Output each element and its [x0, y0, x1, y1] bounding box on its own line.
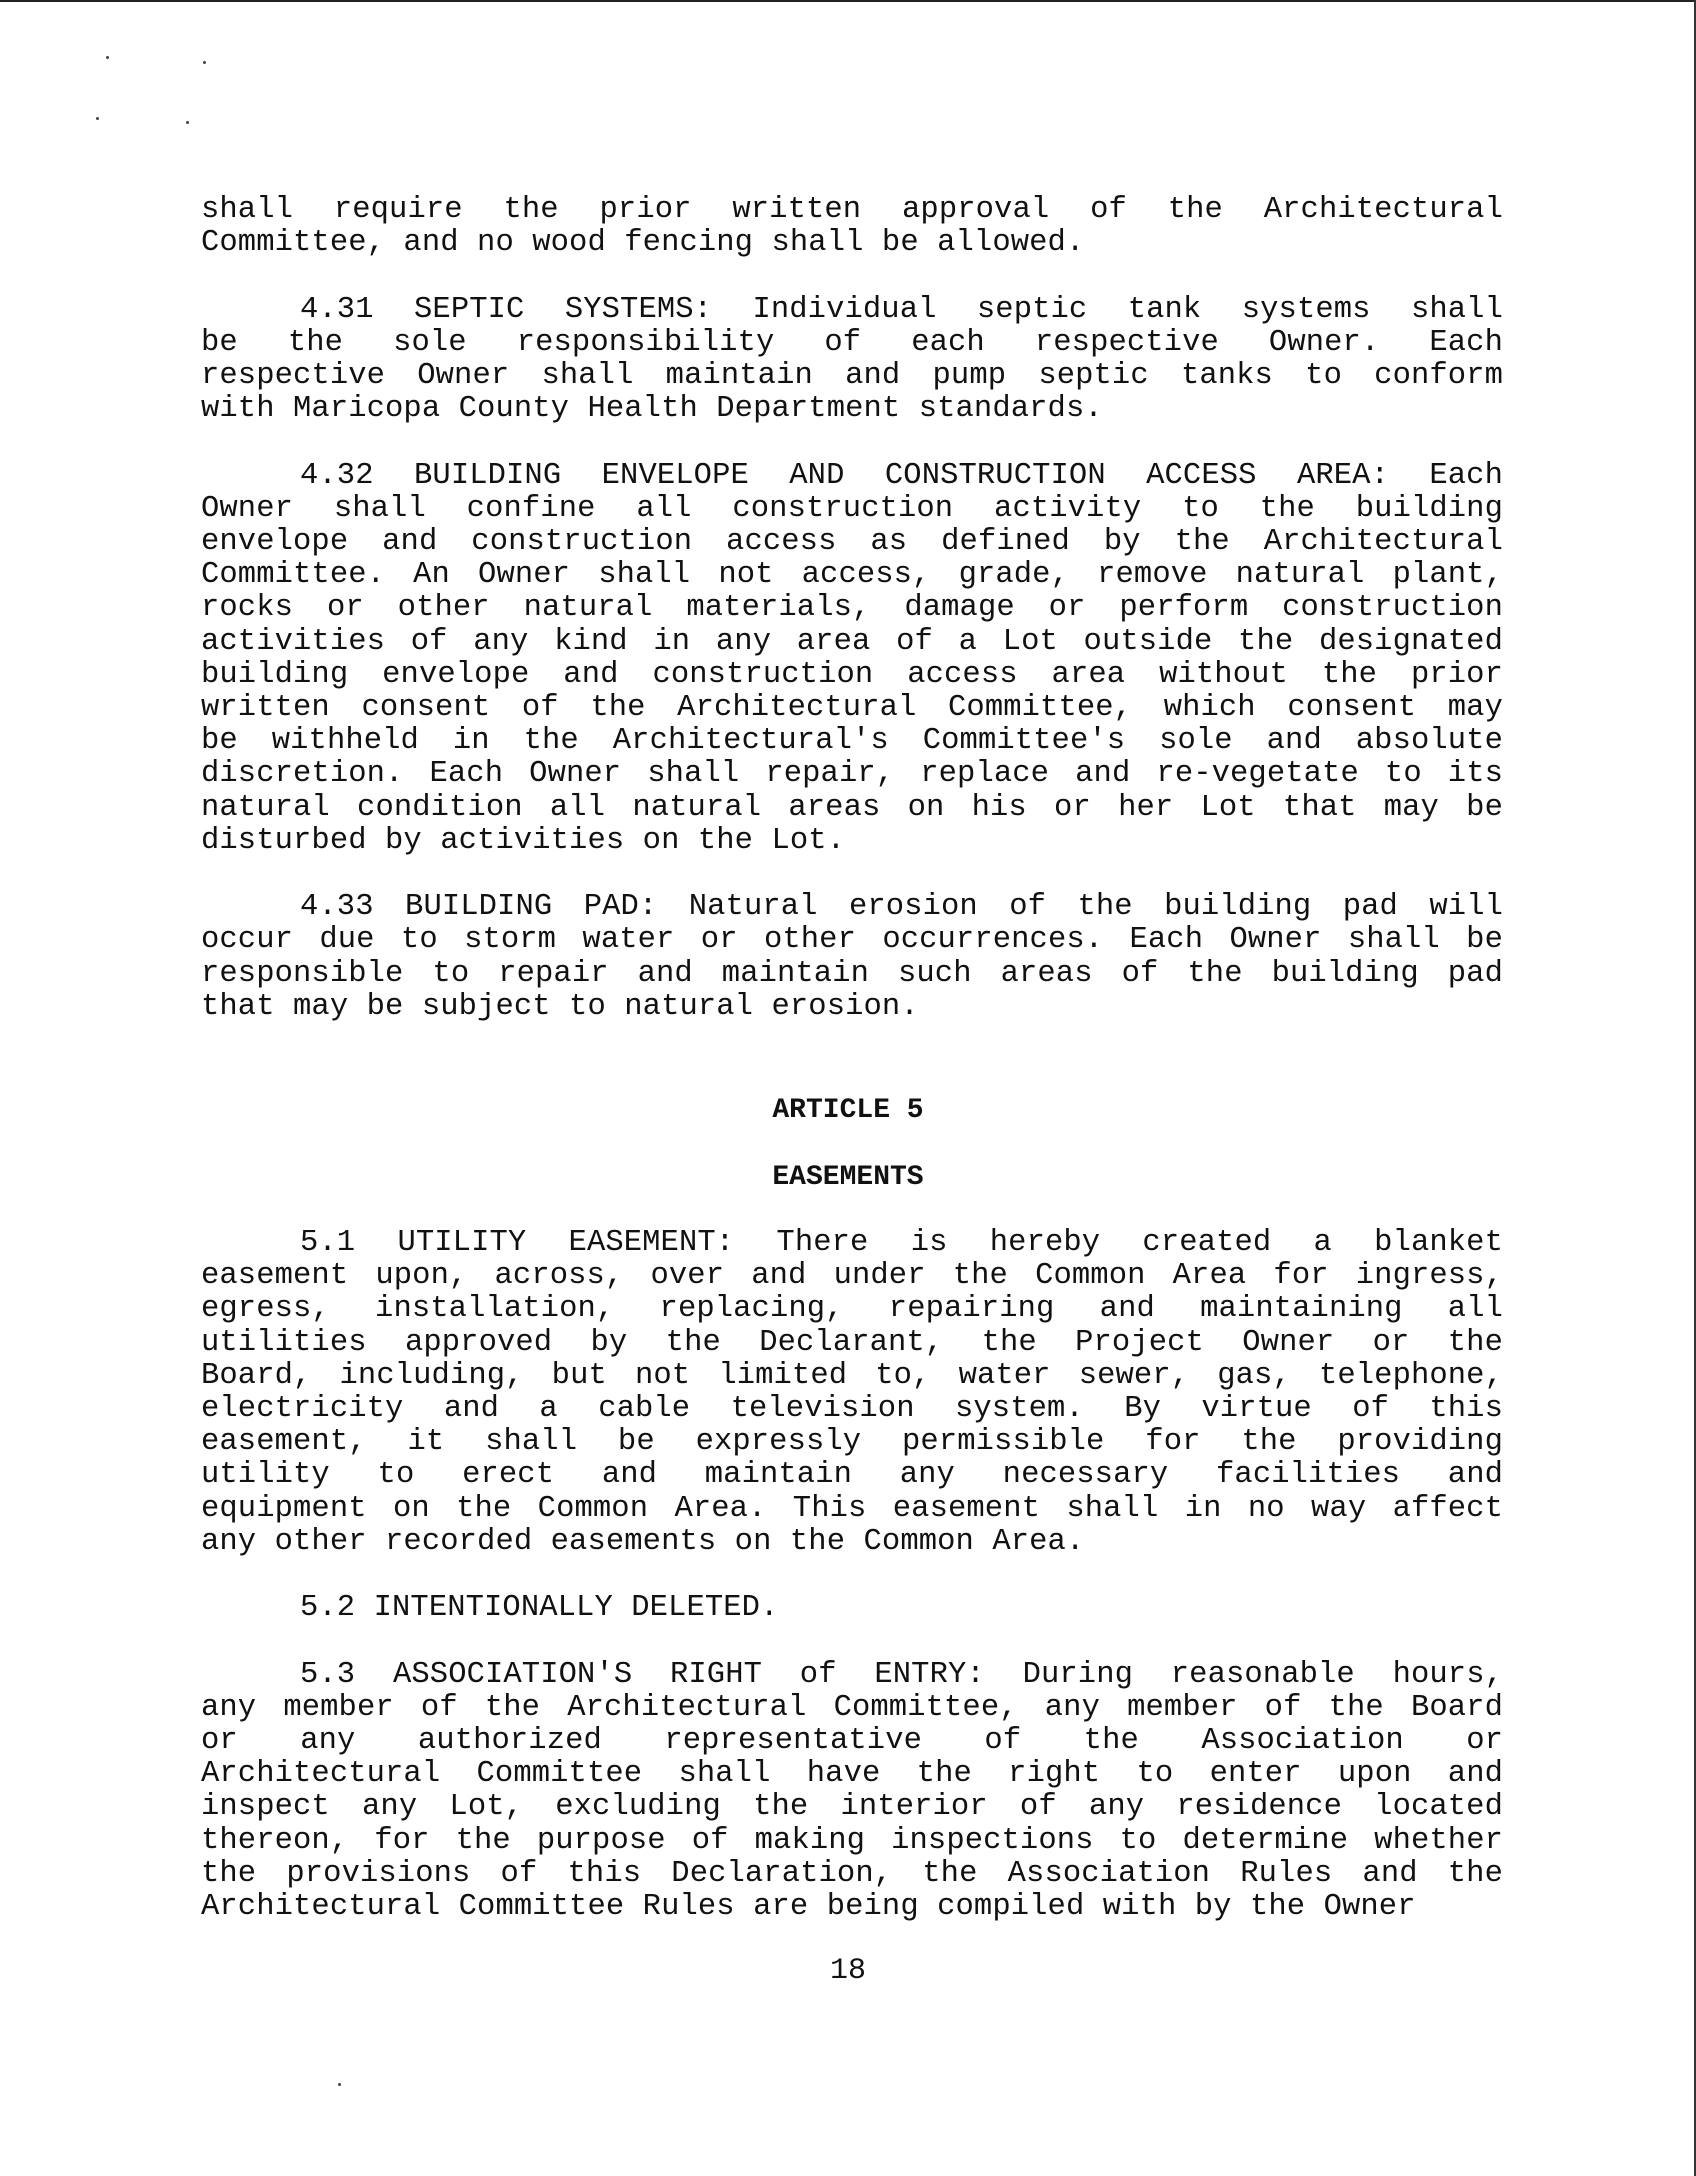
- paragraph-p-4-32: [201, 460, 1503, 858]
- text-line: Board, including, but not limited to, water sewer, gas, telephone,: [201, 1358, 1503, 1393]
- text-line: utilities approved by the Declarant, the Project Owner or the: [201, 1325, 1503, 1360]
- text-line: Committee, and no wood fencing shall be allowed.: [201, 226, 1085, 261]
- text-line: written consent of the Architectural Committee, which consent may: [201, 691, 1503, 726]
- text-line: 5.1 UTILITY EASEMENT: There is hereby created a blanket: [300, 1226, 1503, 1260]
- text-line: 4.31 SEPTIC SYSTEMS: Individual septic tank systems shall: [300, 292, 1503, 327]
- text-line: 4.32 BUILDING ENVELOPE AND CONSTRUCTION ACCESS AREA: Each: [300, 458, 1503, 493]
- article5-text-section: [201, 1227, 1503, 1957]
- text-line: thereon, for the purpose of making inspections to determine whether: [201, 1823, 1503, 1858]
- text-line: easement, it shall be expressly permissible for the providing: [201, 1425, 1503, 1460]
- text-line: envelope and construction access as defined by the Architectural: [201, 525, 1503, 559]
- text-line: natural condition all natural areas on his or her Lot that may be: [201, 790, 1503, 825]
- text-line: Architectural Committee shall have the right to enter upon and: [201, 1757, 1503, 1792]
- paragraph-p-4-33: [201, 891, 1503, 1024]
- text-line: Committee. An Owner shall not access, grade, remove natural plant,: [201, 558, 1503, 593]
- text-line: Owner shall confine all construction activity to the building: [201, 491, 1503, 526]
- paragraph-p-5-1: [201, 1227, 1503, 1559]
- text-line: occur due to storm water or other occurrences. Each Owner shall be: [201, 923, 1503, 958]
- text-line: that may be subject to natural erosion.: [201, 989, 919, 1024]
- paragraph-p-4-31: [201, 294, 1503, 427]
- text-line: inspect any Lot, excluding the interior of any residence located: [201, 1790, 1503, 1825]
- text-line: responsible to repair and maintain such areas of the building pad: [201, 956, 1503, 991]
- text-line: be the sole responsibility of each respective Owner. Each: [201, 325, 1503, 360]
- text-line: shall require the prior written approval of the Architectural: [201, 193, 1503, 227]
- scan-speck: [338, 2083, 341, 2086]
- text-line: 4.33 BUILDING PAD: Natural erosion of the building pad will: [300, 890, 1503, 925]
- text-line: equipment on the Common Area. This easement shall in no way affect: [201, 1491, 1503, 1526]
- article-number: ARTICLE 5: [772, 1095, 924, 1126]
- text-line: utility to erect and maintain any necessary facilities and: [201, 1458, 1503, 1493]
- scan-edge-top: [0, 0, 1696, 2]
- text-line: or any authorized representative of the Association or: [201, 1724, 1503, 1759]
- article-title: EASEMENTS: [772, 1162, 924, 1193]
- scan-speck: [203, 61, 206, 64]
- text-line: easement upon, across, over and under the Common Area for ingress,: [201, 1259, 1503, 1294]
- text-line: electricity and a cable television system. By virtue of this: [201, 1392, 1503, 1427]
- text-line: any other recorded easements on the Common Area.: [201, 1524, 1085, 1559]
- paragraph-p-5-2: [201, 1592, 1503, 1625]
- text-line: 5.3 ASSOCIATION'S RIGHT of ENTRY: During reasonable hours,: [300, 1657, 1503, 1692]
- text-line: with Maricopa County Health Department standards.: [201, 392, 1103, 427]
- text-line: the provisions of this Declaration, the Association Rules and the: [201, 1856, 1503, 1891]
- paragraph-p-continued: [201, 194, 1503, 260]
- text-line: disturbed by activities on the Lot.: [201, 823, 846, 858]
- text-line: Architectural Committee Rules are being compiled with by the Owner: [201, 1890, 1416, 1925]
- text-line: 5.2 INTENTIONALLY DELETED.: [300, 1591, 779, 1626]
- text-line: egress, installation, replacing, repairing and maintaining all: [201, 1292, 1503, 1327]
- text-line: activities of any kind in any area of a Lot outside the designated: [201, 624, 1503, 659]
- paragraph-p-5-3: [201, 1659, 1503, 1925]
- scan-speck: [96, 117, 99, 120]
- text-line: any member of the Architectural Committee, any member of the Board: [201, 1690, 1503, 1725]
- scan-speck: [186, 121, 189, 124]
- text-line: building envelope and construction access area without the prior: [201, 657, 1503, 692]
- text-line: discretion. Each Owner shall repair, replace and re-vegetate to its: [201, 757, 1503, 792]
- text-line: respective Owner shall maintain and pump septic tanks to conform: [201, 359, 1503, 393]
- text-line: rocks or other natural materials, damage or perform construction: [201, 591, 1503, 626]
- scan-speck: [106, 56, 109, 59]
- upper-text-section: [201, 194, 1503, 1057]
- text-line: be withheld in the Architectural's Committee's sole and absolute: [201, 724, 1503, 759]
- page-number: 18: [829, 1954, 866, 1988]
